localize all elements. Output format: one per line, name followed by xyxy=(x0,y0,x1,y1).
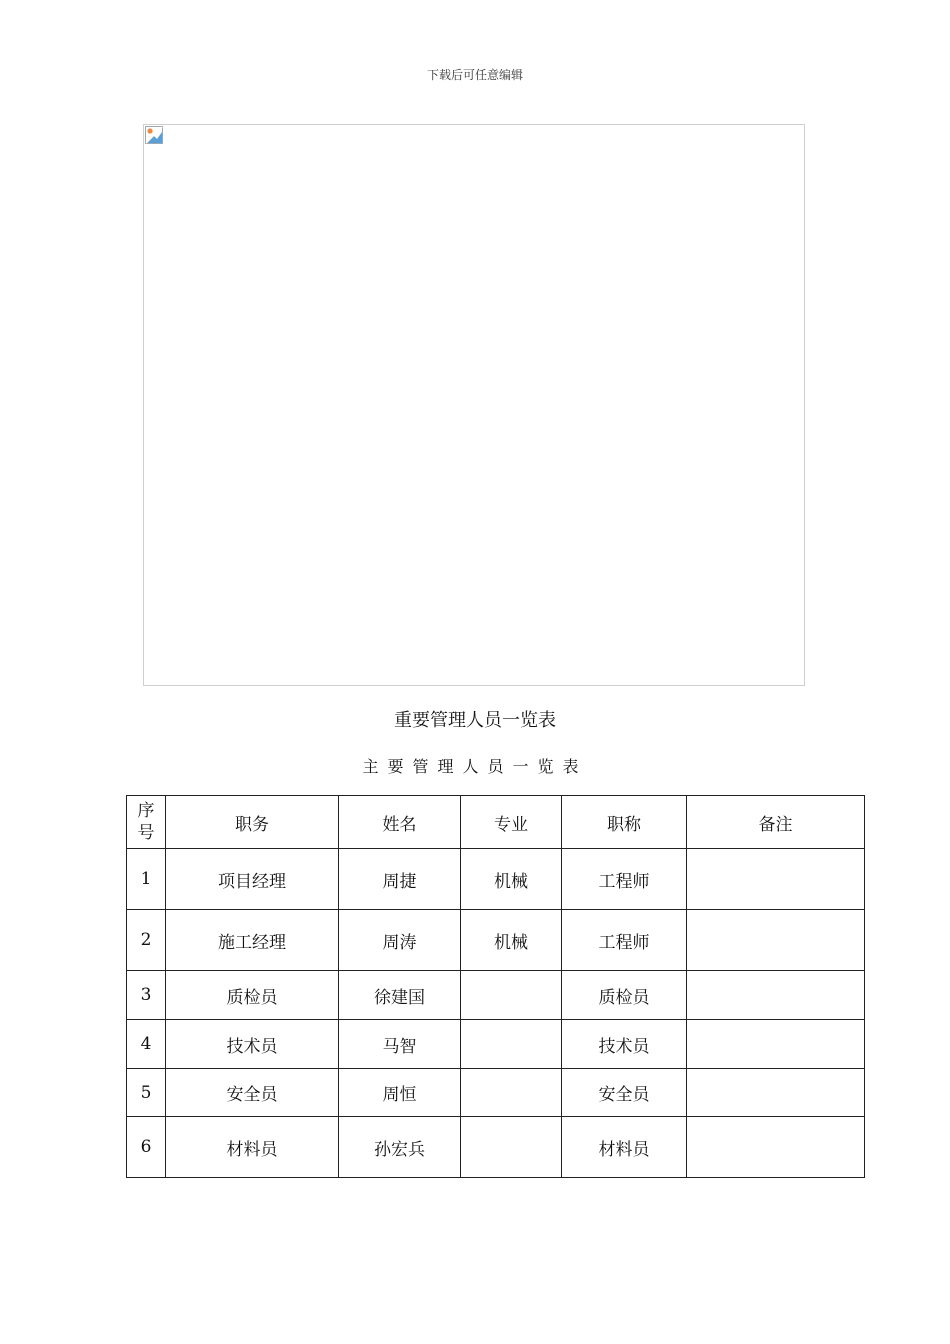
cell-major xyxy=(461,1069,562,1117)
cell-note xyxy=(687,1020,865,1069)
table-title: 主要管理人员一览表 xyxy=(362,757,588,776)
cell-index: 2 xyxy=(127,910,166,971)
cell-name: 周涛 xyxy=(339,910,461,971)
header-role: 职务 xyxy=(166,796,339,849)
cell-role: 质检员 xyxy=(166,971,339,1020)
cell-major: 机械 xyxy=(461,910,562,971)
cell-major: 机械 xyxy=(461,849,562,910)
cell-name: 马智 xyxy=(339,1020,461,1069)
cell-note xyxy=(687,971,865,1020)
cell-role: 材料员 xyxy=(166,1117,339,1178)
cell-index: 3 xyxy=(127,971,166,1020)
table-row xyxy=(127,1117,865,1178)
header-name: 姓名 xyxy=(339,796,461,849)
cell-name: 孙宏兵 xyxy=(339,1117,461,1178)
cell-index: 6 xyxy=(127,1117,166,1178)
figure-caption: 重要管理人员一览表 xyxy=(394,710,556,731)
header-note: 备注 xyxy=(687,796,865,849)
cell-note xyxy=(687,1069,865,1117)
cell-note xyxy=(687,849,865,910)
cell-major xyxy=(461,1117,562,1178)
broken-image-icon xyxy=(145,126,163,144)
table-row xyxy=(127,1020,865,1069)
cell-major xyxy=(461,1020,562,1069)
cell-title: 技术员 xyxy=(562,1020,687,1069)
header-title: 职称 xyxy=(562,796,687,849)
cell-name: 周捷 xyxy=(339,849,461,910)
header-major: 专业 xyxy=(461,796,562,849)
cell-role: 项目经理 xyxy=(166,849,339,910)
staff-table xyxy=(126,795,865,1178)
cell-name: 徐建国 xyxy=(339,971,461,1020)
image-placeholder xyxy=(143,124,805,686)
cell-title: 材料员 xyxy=(562,1117,687,1178)
cell-index: 5 xyxy=(127,1069,166,1117)
cell-name: 周恒 xyxy=(339,1069,461,1117)
cell-title: 工程师 xyxy=(562,910,687,971)
header-index xyxy=(127,796,166,849)
cell-note xyxy=(687,1117,865,1178)
page-header-note: 下载后可任意编辑 xyxy=(426,68,523,82)
table-row xyxy=(127,1069,865,1117)
cell-role: 安全员 xyxy=(166,1069,339,1117)
table-row xyxy=(127,849,865,910)
cell-title: 安全员 xyxy=(562,1069,687,1117)
header-index-line1: 序 xyxy=(137,801,155,821)
cell-index: 1 xyxy=(127,849,166,910)
cell-title: 质检员 xyxy=(562,971,687,1020)
header-index-line2: 号 xyxy=(137,823,155,843)
cell-title: 工程师 xyxy=(562,849,687,910)
cell-role: 施工经理 xyxy=(166,910,339,971)
cell-note xyxy=(687,910,865,971)
table-row xyxy=(127,910,865,971)
table-header-row xyxy=(127,796,865,849)
cell-role: 技术员 xyxy=(166,1020,339,1069)
cell-major xyxy=(461,971,562,1020)
cell-index: 4 xyxy=(127,1020,166,1069)
table-row xyxy=(127,971,865,1020)
